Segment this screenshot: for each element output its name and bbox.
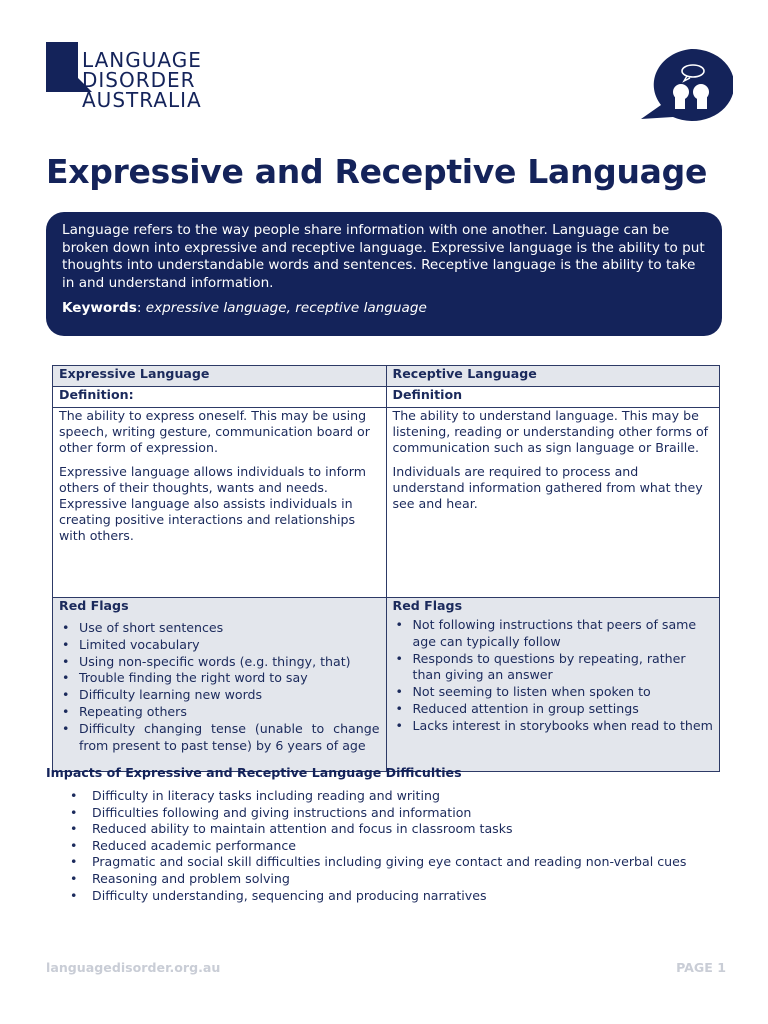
list-item: • Reduced academic performance — [92, 838, 742, 855]
receptive-red-flags-list — [393, 617, 714, 735]
list-item: • Use of short sentences — [59, 620, 380, 637]
list-item: • Difficulty in literacy tasks including reading and writing — [92, 788, 742, 805]
list-item: • Not following instructions that peers of same age can typically follow — [393, 617, 714, 651]
list-item: • Responds to questions by repeating, rather than giving an answer — [393, 651, 714, 685]
comparison-table — [52, 365, 720, 772]
col-header-receptive: Receptive Language — [386, 366, 720, 387]
list-item: • Trouble finding the right word to say — [59, 670, 380, 687]
keywords-value: expressive language, receptive language — [145, 300, 427, 316]
two-heads-speech-icon — [641, 45, 733, 123]
expressive-red-flags-list — [59, 620, 380, 754]
receptive-definition-label: Definition — [386, 387, 720, 408]
impacts-heading: Impacts of Expressive and Receptive Language Difficulties — [46, 765, 462, 780]
list-item: • Using non-specific words (e.g. thingy, that) — [59, 654, 380, 671]
receptive-definition-p1: The ability to understand language. This may be listening, reading or understanding other forms of communication such as sign language or Braille. — [392, 408, 709, 455]
page-title: Expressive and Receptive Language — [46, 152, 708, 191]
keywords-line — [62, 300, 706, 318]
list-item: • Difficulty understanding, sequencing and producing narratives — [92, 888, 742, 905]
receptive-definition-cell — [386, 408, 720, 598]
list-item: • Not seeming to listen when spoken to — [393, 684, 714, 701]
definition-label-row — [53, 387, 720, 408]
expressive-red-flags-label: Red Flags — [59, 598, 129, 613]
expressive-definition-p2: Expressive language allows individuals to inform others of their thoughts, wants and needs. Expressive language also assists individuals in creating positive interactions and relationships with others. — [59, 464, 366, 543]
intro-box — [46, 212, 722, 336]
footer-website: languagedisorder.org.au — [46, 960, 221, 975]
expressive-definition-cell — [53, 408, 387, 598]
receptive-red-flags-cell — [386, 598, 720, 772]
table-header-row — [53, 366, 720, 387]
red-flags-row — [53, 598, 720, 772]
logo-line-2: DISORDER — [82, 68, 196, 92]
col-header-expressive: Expressive Language — [53, 366, 387, 387]
expressive-definition-label: Definition: — [53, 387, 387, 408]
keywords-separator: : — [136, 300, 146, 316]
list-item: • Difficulty learning new words — [59, 687, 380, 704]
logo — [46, 42, 236, 114]
logo-line-3: AUSTRALIA — [82, 88, 202, 112]
logo-line-1: LANGUAGE — [82, 48, 202, 72]
intro-text: Language refers to the way people share information with one another. Language can be broken down into expressive and receptive language. Expressive language is the ability to put thoughts into understandable words and sentences. Receptive language is the ability to take in and understand information. — [62, 222, 705, 291]
receptive-red-flags-label: Red Flags — [392, 598, 463, 613]
list-item: • Reduced attention in group settings — [393, 701, 714, 718]
list-item: • Reasoning and problem solving — [92, 871, 742, 888]
list-item: • Lacks interest in storybooks when read to them — [393, 718, 714, 735]
logo-text — [82, 50, 202, 110]
keywords-label: Keywords — [62, 300, 137, 316]
definition-row — [53, 408, 720, 598]
logo-mark — [46, 42, 78, 92]
list-item: • Pragmatic and social skill difficulties including giving eye contact and reading non-verbal cues — [92, 854, 742, 871]
list-item: • Limited vocabulary — [59, 637, 380, 654]
expressive-definition-p1: The ability to express oneself. This may be using speech, writing gesture, communication board or other form of expression. — [59, 408, 370, 455]
expressive-red-flags-cell — [53, 598, 387, 772]
impacts-list — [92, 788, 742, 904]
receptive-definition-p2: Individuals are required to process and understand information gathered from what they see and hear. — [392, 464, 703, 511]
list-item: • Reduced ability to maintain attention and focus in classroom tasks — [92, 821, 742, 838]
footer-page-number: PAGE 1 — [676, 960, 726, 975]
list-item: • Difficulty changing tense (unable to change from present to past tense) by 6 years of age — [59, 721, 380, 755]
list-item: • Repeating others — [59, 704, 380, 721]
list-item: • Difficulties following and giving instructions and information — [92, 805, 742, 822]
